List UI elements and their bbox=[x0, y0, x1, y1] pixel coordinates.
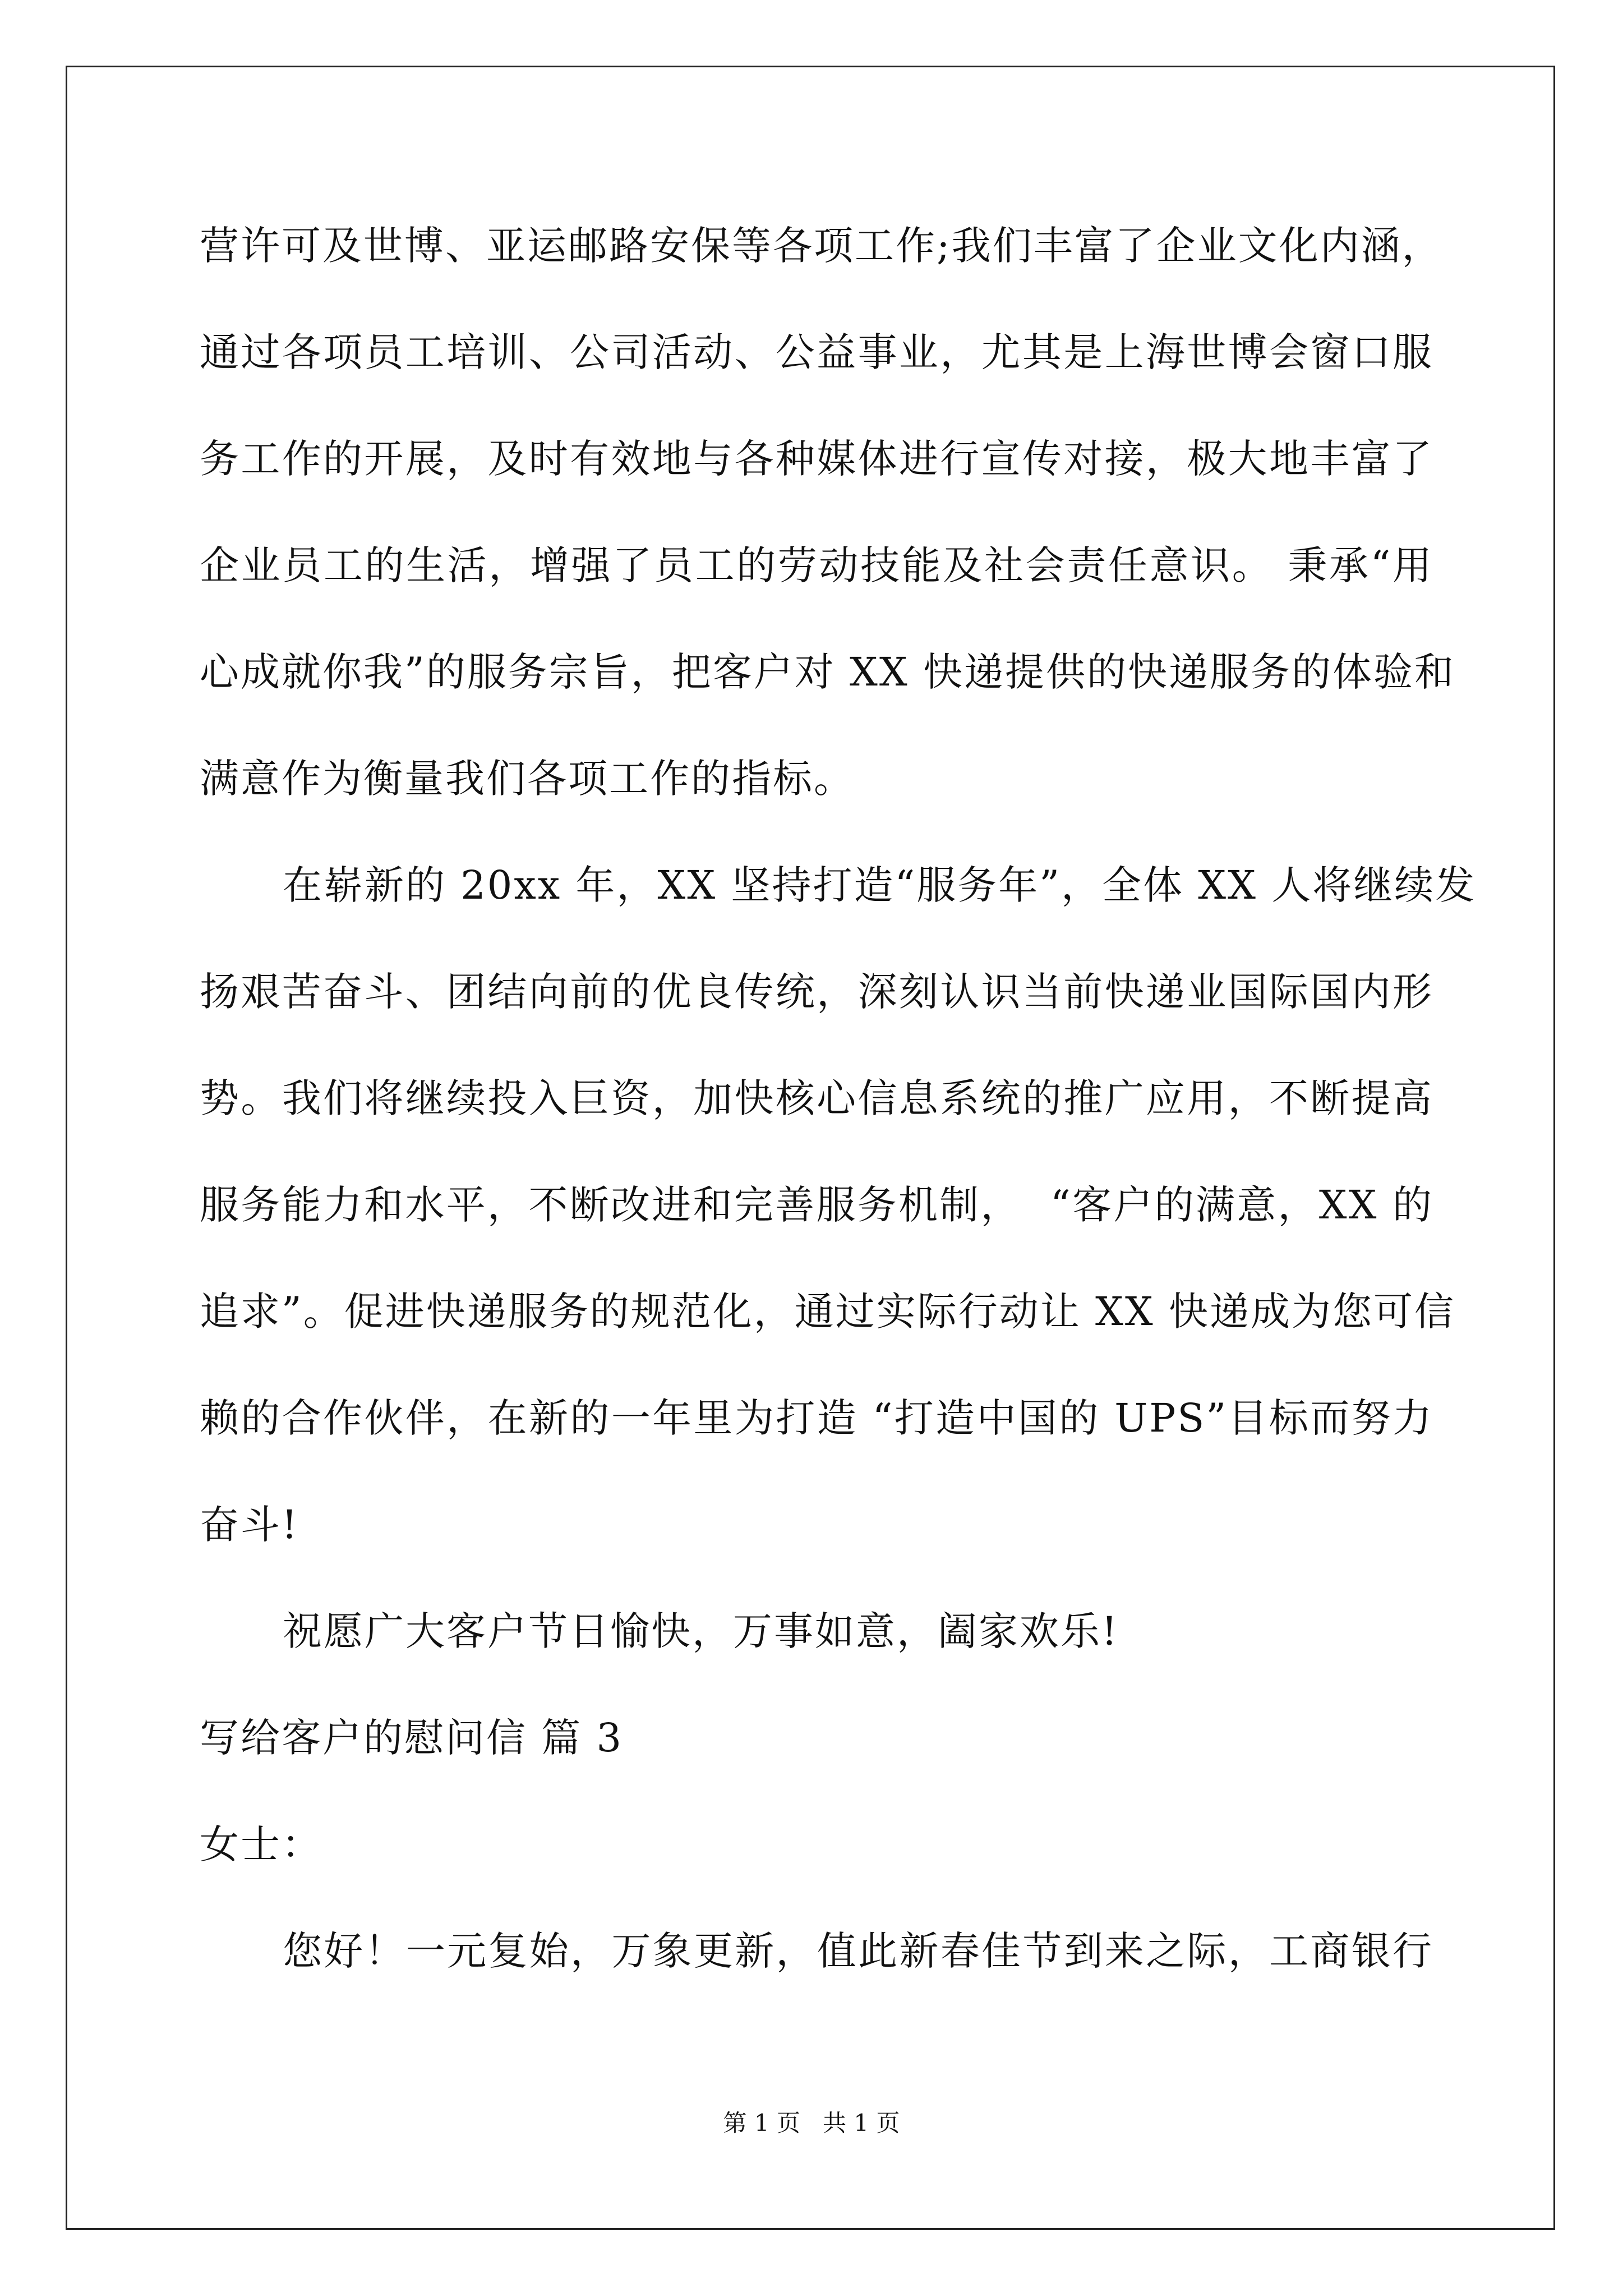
paragraph-line: 势。我们将继续投入巨资，加快核心信息系统的推广应用，不断提高 bbox=[200, 1075, 1433, 1121]
paragraph-line: 追求”。促进快递服务的规范化，通过实际行动让 XX 快递成为您可信 bbox=[200, 1289, 1455, 1335]
paragraph-line: 通过各项员工培训、公司活动、公益事业，尤其是上海世博会窗口服 bbox=[200, 329, 1433, 375]
section-heading: 写给客户的慰问信 篇 3 bbox=[200, 1715, 624, 1761]
paragraph-line: 赖的合作伙伴，在新的一年里为打造 “打造中国的 UPS”目标而努力 bbox=[200, 1395, 1433, 1441]
paragraph-line: 您好！一元复始，万象更新，值此新春佳节到来之际，工商银行 bbox=[283, 1928, 1433, 1974]
paragraph-line: 在崭新的 20xx 年，XX 坚持打造“服务年”，全体 XX 人将继续发 bbox=[283, 862, 1477, 908]
paragraph-line: 服务能力和水平，不断改进和完善服务机制， “客户的满意，XX 的 bbox=[200, 1182, 1433, 1228]
page-frame bbox=[66, 66, 1555, 2230]
salutation: 女士： bbox=[200, 1821, 322, 1867]
paragraph-line: 营许可及世博、亚运邮路安保等各项工作;我们丰富了企业文化内涵， bbox=[200, 223, 1443, 269]
paragraph-line: 奋斗! bbox=[200, 1502, 299, 1548]
paragraph-line: 满意作为衡量我们各项工作的指标。 bbox=[200, 756, 855, 802]
paragraph-line: 祝愿广大客户节日愉快，万事如意，阖家欢乐! bbox=[283, 1608, 1119, 1654]
paragraph-line: 心成就你我”的服务宗旨，把客户对 XX 快递提供的快递服务的体验和 bbox=[200, 649, 1455, 695]
paragraph-line: 扬艰苦奋斗、团结向前的优良传统，深刻认识当前快递业国际国内形 bbox=[200, 969, 1433, 1015]
paragraph-line: 企业员工的生活，增强了员工的劳动技能及社会责任意识。 秉承“用 bbox=[200, 542, 1433, 588]
page-footer: 第 1 页 共 1 页 bbox=[723, 2109, 900, 2137]
paragraph-line: 务工作的开展，及时有效地与各种媒体进行宣传对接，极大地丰富了 bbox=[200, 436, 1433, 482]
